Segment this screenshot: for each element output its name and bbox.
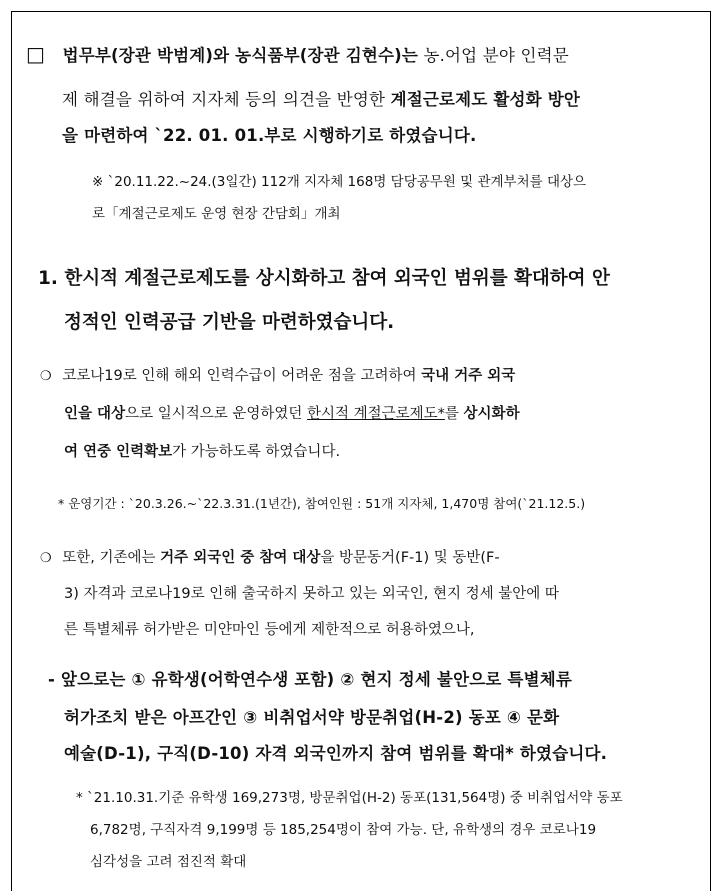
para2-underlined: 한시적 계절근로제도*: [307, 406, 445, 422]
para3-line-2: 3) 자격과 코로나19로 인해 출국하지 못하고 있는 외국인, 현지 정세 불안에 따: [64, 586, 559, 602]
para4-line-2: 허가조치 받은 아프간인 ③ 비취업서약 방문취업(H-2) 동포 ④ 문화: [64, 708, 560, 727]
note-operation-period: * 운영기간 : `20.3.26.~`22.3.31.(1년간), 참여인원 : 51개 지자체, 1,470명 참여(`21.12.5.): [58, 496, 586, 511]
intro-text-1: 농.어업 분야 인력문: [418, 46, 569, 65]
section-heading-line-1: 1. 한시적 계절근로제도를 상시화하고 참여 외국인 범위를 확대하여 안: [38, 268, 610, 289]
para2-bold-2: 인을 대상: [64, 406, 126, 422]
intro-line-2: [62, 86, 580, 110]
para2-bold-3: 상시화하: [463, 406, 520, 422]
note-eligible-line-2: 6,782명, 구직자격 9,199명 등 185,254명이 참여 가능. 단, 유학생의 경우 코로나19: [90, 822, 597, 838]
para3-text-1: 또한, 기존에는: [62, 550, 161, 566]
circle-bullet-icon: ❍: [40, 369, 52, 384]
para2-text-2: 으로 일시적으로 운영하였던: [125, 406, 307, 422]
para3-text-2: 을 방문동거(F-1) 및 동반(F-: [320, 550, 500, 566]
para4-line-3: 예술(D-1), 구직(D-10) 자격 외국인까지 참여 범위를 확대* 하였습니다.: [64, 744, 608, 763]
section-heading-line-2: 정적인 인력공급 기반을 마련하였습니다.: [64, 312, 395, 333]
para2-text-3: 를: [444, 406, 464, 422]
intro-line-3: 을 마련하여 `22. 01. 01.부로 시행하기로 하였습니다.: [62, 126, 477, 145]
para2-line-3: [64, 440, 340, 461]
para3-line-1: [40, 546, 500, 567]
para2-text-1: 코로나19로 인해 해외 인력수급이 어려운 점을 고려하여: [62, 368, 422, 384]
note-meeting-line-1: ※ `20.11.22.~24.(3일간) 112개 지자체 168명 담당공무원 및 관계부처를 대상으: [92, 174, 587, 190]
para2-text-4: 가 가능하도록 하였습니다.: [172, 444, 341, 460]
para3-bold: 거주 외국인 중 참여 대상: [160, 550, 321, 566]
para3-line-3: 른 특별체류 허가받은 미얀마인 등에게 제한적으로 허용하였으나,: [64, 622, 475, 638]
para2-line-1: [40, 364, 515, 385]
para4-line-1: - 앞으로는 ① 유학생(어학연수생 포함) ② 현지 정세 불안으로 특별체류: [48, 670, 572, 689]
intro-ministries: 법무부(장관 박범계)와 농식품부(장관 김현수)는: [62, 46, 419, 65]
intro-line-1: [26, 42, 569, 66]
intro-text-2: 제 해결을 위하여 지자체 등의 의견을 반영한: [62, 90, 391, 109]
note-meeting-line-2: 로「계절근로제도 운영 현장 간담회」개최: [92, 206, 341, 222]
para2-bold-1: 국내 거주 외국: [421, 368, 516, 384]
circle-bullet-icon: ❍: [40, 551, 52, 566]
para2-bold-4: 여 연중 인력확보: [64, 444, 173, 460]
note-eligible-line-1: * `21.10.31.기준 유학생 169,273명, 방문취업(H-2) 동포(131,564명) 중 비취업서약 동포: [76, 790, 623, 806]
note-eligible-line-3: 심각성을 고려 점진적 확대: [90, 854, 247, 870]
square-bullet-icon: □: [26, 42, 46, 66]
para2-line-2: [64, 402, 520, 423]
intro-plan-name: 계절근로제도 활성화 방안: [390, 90, 581, 109]
